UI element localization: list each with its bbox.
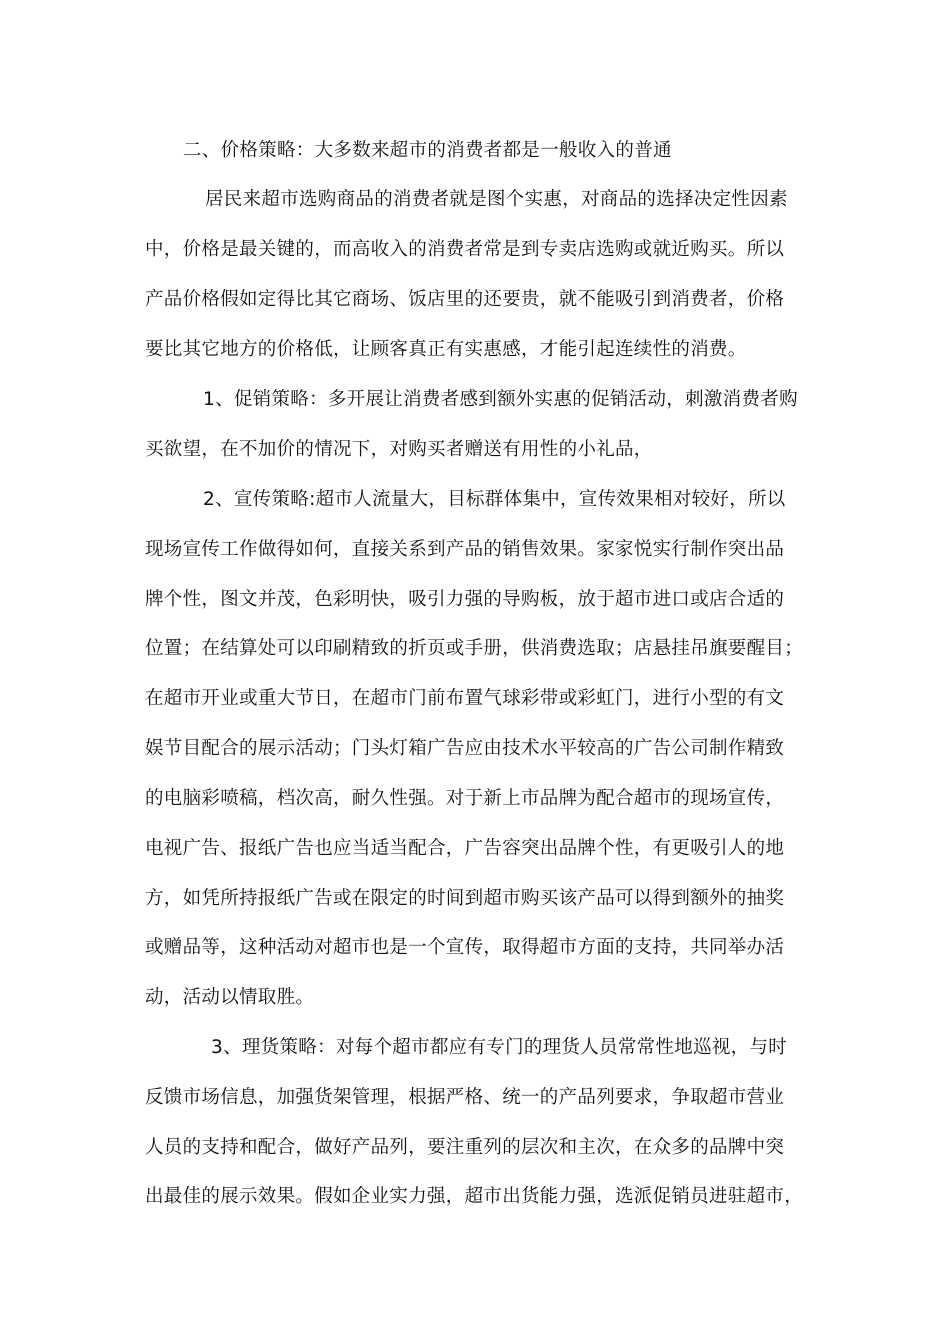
paragraph-line: 动，活动以情取胜。 (145, 987, 315, 1008)
paragraph-line: 出最佳的展示效果。假如企业实力强，超市出货能力强，选派促销员进驻超市， (145, 1186, 804, 1207)
section-heading-pricing: 二、价格策略：大多数来超市的消费者都是一般收入的普通 (183, 140, 672, 161)
paragraph-line: 产品价格假如定得比其它商场、饭店里的还要贵，就不能吸引到消费者，价格 (145, 289, 785, 310)
paragraph-line: 的电脑彩喷稿，档次高，耐久性强。对于新上市品牌为配合超市的现场宣传， (145, 788, 785, 809)
paragraph-line: 要比其它地方的价格低，让顾客真正有实惠感，才能引起连续性的消费。 (145, 339, 747, 360)
paragraph-line: 方，如凭所持报纸广告或在限定的时间到超市购买该产品可以得到额外的抽奖 (145, 888, 785, 909)
paragraph-line: 中，价格是最关键的，而高收入的消费者常是到专卖店选购或就近购买。所以 (145, 239, 785, 260)
paragraph-line: 电视广告、报纸广告也应当适当配合，广告容突出品牌个性，有更吸引人的地 (145, 838, 785, 859)
paragraph-line: 牌个性，图文并茂，色彩明快，吸引力强的导购板，放于超市进口或店合适的 (145, 589, 785, 610)
subsection-promotion: 1、促销策略：多开展让消费者感到额外实惠的促销活动，刺激消费者购 (203, 389, 798, 410)
paragraph-line: 位置；在结算处可以印刷精致的折页或手册，供消费选取；店悬挂吊旗要醒目； (145, 638, 804, 659)
paragraph-line: 反馈市场信息，加强货架管理，根据严格、统一的产品列要求，争取超市营业 (145, 1087, 785, 1108)
subsection-publicity: 2、宣传策略:超市人流量大，目标群体集中，宣传效果相对较好，所以 (203, 489, 786, 510)
paragraph-line: 娱节目配合的展示活动；门头灯箱广告应由技术水平较高的广告公司制作精致 (145, 738, 785, 759)
paragraph-line: 现场宣传工作做得如何，直接关系到产品的销售效果。家家悦实行制作突出品 (145, 539, 785, 560)
paragraph-line: 居民来超市选购商品的消费者就是图个实惠，对商品的选择决定性因素 (205, 189, 788, 210)
paragraph-line: 在超市开业或重大节日，在超市门前布置气球彩带或彩虹门，进行小型的有文 (145, 688, 785, 709)
paragraph-line: 买欲望，在不加价的情况下，对购买者赠送有用性的小礼品， (145, 439, 653, 460)
paragraph-line: 人员的支持和配合，做好产品列，要注重列的层次和主次，在众多的品牌中突 (145, 1137, 785, 1158)
paragraph-line: 或赠品等，这种活动对超市也是一个宣传，取得超市方面的支持，共同举办活 (145, 937, 785, 958)
subsection-merchandising: 3、理货策略：对每个超市都应有专门的理货人员常常性地巡视，与时 (211, 1037, 788, 1058)
